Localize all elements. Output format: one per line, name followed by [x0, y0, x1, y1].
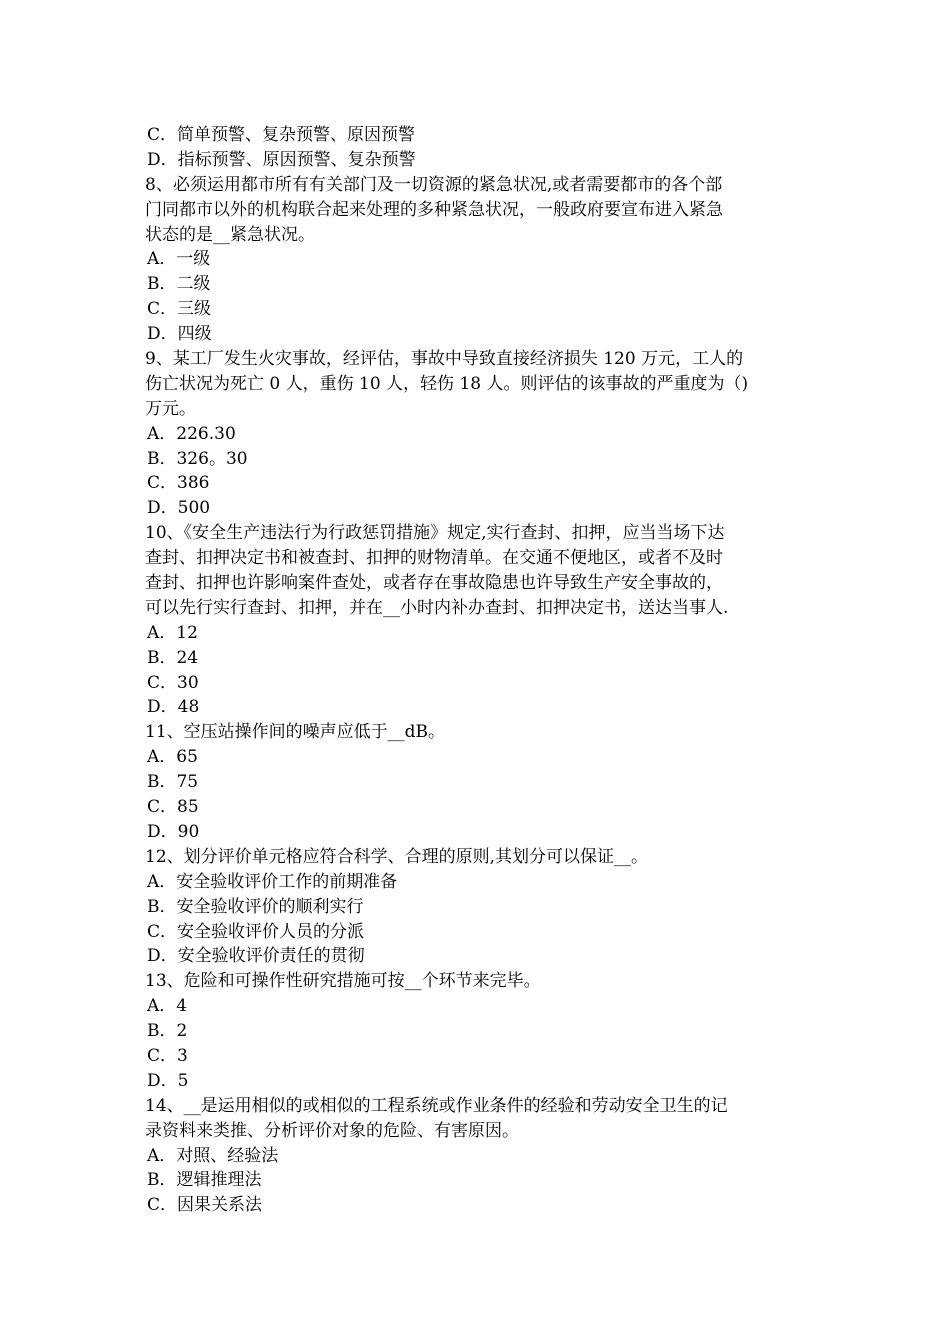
answer-option: B．326。30 — [147, 448, 248, 469]
question-line: 查封、扣押决定书和被查封、扣押的财物清单。在交通不便地区，或者不及时 — [145, 548, 723, 569]
question-line: 查封、扣押也许影响案件查处，或者存在事故隐患也许导致生产安全事故的， — [145, 573, 723, 594]
question-line: 可以先行实行查封、扣押，并在__小时内补办查封、扣押决定书，送达当事人. — [145, 597, 729, 618]
question-line: 万元。 — [145, 398, 196, 419]
answer-option: D．48 — [147, 697, 200, 718]
answer-option: A．一级 — [147, 249, 211, 270]
answer-option: A．226.30 — [147, 423, 236, 444]
answer-option: C．安全验收评价人员的分派 — [147, 921, 365, 942]
answer-option: B．75 — [147, 772, 199, 793]
answer-option: D．500 — [147, 498, 211, 519]
answer-option: C．3 — [147, 1045, 188, 1066]
answer-option: D．四级 — [147, 324, 212, 345]
answer-option: A．安全验收评价工作的前期准备 — [147, 871, 398, 892]
question-text — [145, 521, 810, 621]
question-text — [145, 347, 810, 422]
question-line: 11、空压站操作间的噪声应低于__dB。 — [145, 722, 446, 743]
question-line: 状态的是__紧急状况。 — [145, 224, 315, 245]
question-text — [145, 969, 810, 994]
answer-option: C．三级 — [147, 299, 212, 320]
answer-option: D．安全验收评价责任的贯彻 — [147, 946, 365, 967]
question-line: 录资料来类推、分析评价对象的危险、有害原因。 — [145, 1120, 519, 1141]
answer-option: D．90 — [147, 821, 200, 842]
answer-option: B．逻辑推理法 — [147, 1170, 262, 1191]
answer-option: C．30 — [147, 672, 199, 693]
question-text — [145, 173, 810, 248]
answer-option: D．指标预警、原因预警、复杂预警 — [147, 149, 416, 170]
answer-option: B．2 — [147, 1021, 188, 1042]
answer-option: A．对照、经验法 — [147, 1145, 279, 1166]
question-line: 13、危险和可操作性研究措施可按__个环节来完毕。 — [145, 971, 541, 992]
answer-option: B．二级 — [147, 274, 211, 295]
answer-option: C．简单预警、复杂预警、原因预警 — [147, 125, 416, 145]
answer-option: C．因果关系法 — [147, 1195, 263, 1216]
answer-option: C．386 — [147, 473, 210, 494]
question-text — [145, 845, 810, 870]
document-page — [145, 123, 810, 1218]
question-line: 伤亡状况为死亡 0 人，重伤 10 人，轻伤 18 人。则评估的该事故的严重度为（) — [145, 373, 749, 394]
question-text — [145, 1094, 810, 1144]
answer-option: B．安全验收评价的顺利实行 — [147, 896, 364, 917]
answer-option: B．24 — [147, 647, 199, 668]
answer-option: C．85 — [147, 797, 199, 818]
question-text — [145, 720, 810, 745]
answer-option: D．5 — [147, 1070, 189, 1091]
question-line: 9、某工厂发生火灾事故，经评估，事故中导致直接经济损失 120 万元，工人的 — [145, 349, 744, 370]
question-line: 8、必须运用都市所有有关部门及一切资源的紧急状况,或者需要都市的各个部 — [145, 174, 723, 195]
answer-option: A．65 — [147, 747, 198, 768]
answer-option: A．12 — [147, 622, 198, 643]
answer-option: A．4 — [147, 996, 188, 1017]
question-line: 10、《安全生产违法行为行政惩罚措施》规定,实行查封、扣押，应当当场下达 — [145, 523, 725, 544]
question-line: 14、__是运用相似的或相似的工程系统或作业条件的经验和劳动安全卫生的记 — [145, 1095, 728, 1116]
question-line: 12、划分评价单元格应符合科学、合理的原则,其划分可以保证__。 — [145, 846, 649, 867]
question-line: 门同都市以外的机构联合起来处理的多种紧急状况，一般政府要宣布进入紧急 — [145, 199, 723, 220]
